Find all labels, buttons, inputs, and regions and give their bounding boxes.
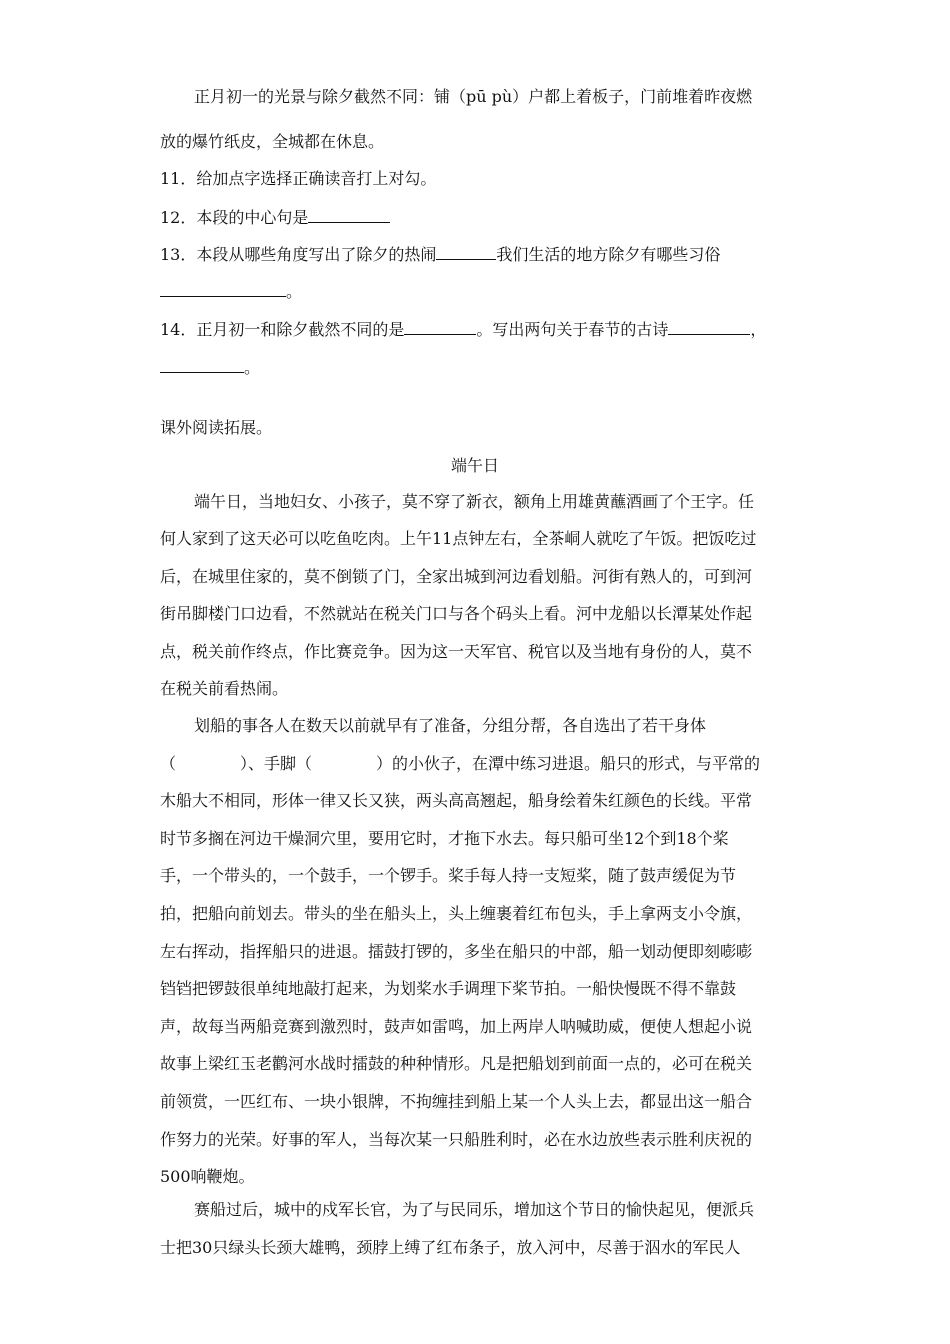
question-14-continued xyxy=(160,356,260,378)
paragraph-line: 后，在城里住家的，莫不倒锁了门，全家出城到河边看划船。河街有熟人的，可到河 xyxy=(160,566,753,586)
question-14-comma: ， xyxy=(750,320,767,339)
question-14-text-a: 14．正月初一和除夕截然不同的是 xyxy=(160,320,405,339)
paragraph-line: 士把30只绿头长颈大雄鸭，颈脖上缚了红布条子，放入河中，尽善于泅水的军民人 xyxy=(160,1237,741,1257)
question-13-text-b: 我们生活的地方除夕有哪些习俗 xyxy=(496,245,721,264)
paragraph-line: 故事上梁红玉老鹳河水战时擂鼓的种种情形。凡是把船划到前面一点的，必可在税关 xyxy=(160,1054,753,1074)
question-12-text: 12．本段的中心句是 xyxy=(160,208,309,227)
question-13-text-a: 13．本段从哪些角度写出了除夕的热闹 xyxy=(160,245,437,264)
answer-blank[interactable] xyxy=(160,356,244,373)
paragraph-line: 前领赏，一匹红布、一块小银牌，不拘缠挂到船上某一个人头上去，都显出这一船合 xyxy=(160,1092,753,1111)
paragraph-line: 作努力的光荣。好事的军人，当每次某一只船胜利时，必在水边放些表示胜利庆祝的 xyxy=(160,1129,753,1149)
question-14 xyxy=(160,318,766,340)
answer-blank[interactable] xyxy=(436,243,496,260)
passage-line: 放的爆竹纸皮，全城都在休息。 xyxy=(160,132,385,151)
question-11: 11．给加点字选择正确读音打上对勾。 xyxy=(160,169,437,188)
paragraph-line: 时节多搁在河边干燥洞穴里，要用它时，才拖下水去。每只船可坐12个到18个桨 xyxy=(160,828,729,848)
section-heading: 课外阅读拓展。 xyxy=(160,418,273,437)
answer-blank[interactable] xyxy=(160,280,286,297)
paragraph-line: 左右挥动，指挥船只的进退。擂鼓打锣的，多坐在船只的中部，船一划动便即刻嘭嘭 xyxy=(160,941,753,961)
question-14-text-b: 。写出两句关于春节的古诗 xyxy=(476,320,669,339)
paragraph-line: 声，故每当两船竞赛到激烈时，鼓声如雷鸣，加上两岸人呐喊助威，便使人想起小说 xyxy=(160,1016,753,1036)
paragraph-line: 木船大不相同，形体一律又长又狭，两头高高翘起，船身绘着朱红颜色的长线。平常 xyxy=(160,791,753,811)
paragraph-line: 划船的事各人在数天以前就早有了准备，分组分帮，各自选出了若干身体 xyxy=(194,716,707,735)
paragraph-line: 赛船过后，城中的戍军长官，为了与民同乐，增加这个节日的愉快起见，便派兵 xyxy=(194,1200,755,1219)
paragraph-line: 街吊脚楼门口边看，不然就站在税关门口与各个码头上看。河中龙船以长潭某处作起 xyxy=(160,604,753,624)
answer-blank[interactable] xyxy=(404,318,476,335)
question-13 xyxy=(160,243,720,265)
paragraph-line: （ ）、手脚（ ）的小伙子，在潭中练习进退。船只的形式，与平常的 xyxy=(160,753,761,773)
paragraph-line: 端午日，当地妇女、小孩子，莫不穿了新衣，额角上用雄黄蘸酒画了个王字。任 xyxy=(194,492,755,511)
paragraph-line: 点，税关前作终点，作比赛竞争。因为这一天军官、税官以及当地有身份的人，莫不 xyxy=(160,641,753,661)
question-13-continued xyxy=(160,280,302,302)
passage-line: 正月初一的光景与除夕截然不同：铺（pū pù）户都上着板子，门前堆着昨夜燃 xyxy=(194,87,753,106)
question-13-end: 。 xyxy=(286,282,303,301)
article-title: 端午日 xyxy=(450,456,499,475)
answer-blank[interactable] xyxy=(668,318,750,335)
paragraph-line: 手，一个带头的，一个鼓手，一个锣手。桨手每人持一支短桨，随了鼓声缓促为节 xyxy=(160,866,737,886)
question-12 xyxy=(160,206,390,228)
question-14-end: 。 xyxy=(244,358,261,377)
paragraph-line: 500响鞭炮。 xyxy=(160,1167,255,1187)
paragraph-line: 何人家到了这天必可以吃鱼吃肉。上午11点钟左右，全茶峒人就吃了午饭。把饭吃过 xyxy=(160,529,757,549)
answer-blank[interactable] xyxy=(308,206,390,223)
paragraph-line: 铛铛把锣鼓很单纯地敲打起来，为划桨水手调理下桨节拍。一船快慢既不得不靠鼓 xyxy=(160,979,737,999)
paragraph-line: 在税关前看热闹。 xyxy=(160,679,289,698)
paragraph-line: 拍，把船向前划去。带头的坐在船头上，头上缠裹着红布包头，手上拿两支小令旗， xyxy=(160,904,753,923)
